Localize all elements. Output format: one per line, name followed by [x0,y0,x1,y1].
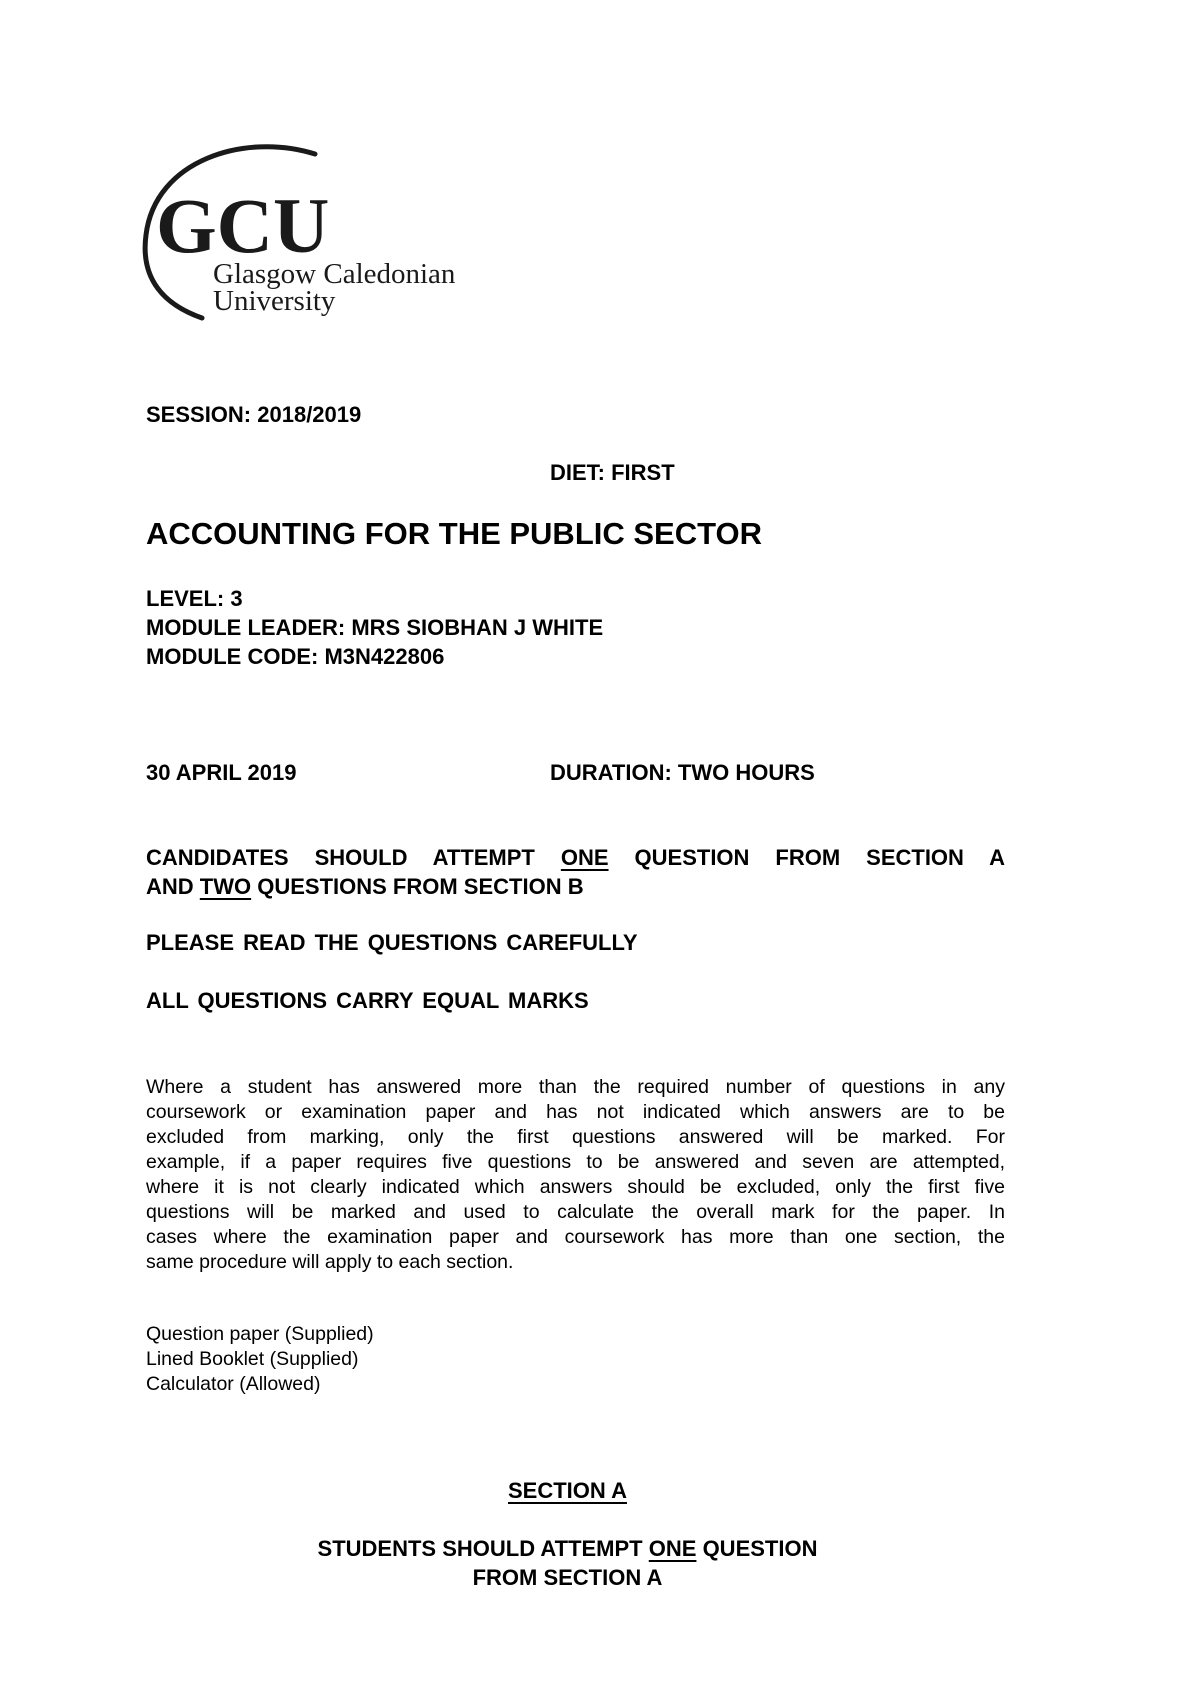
logo-name-line1: Glasgow Caledonian [213,258,456,290]
exam-title: ACCOUNTING FOR THE PUBLIC SECTOR [146,516,762,551]
attempt-l2-underlined: TWO [199,874,252,899]
section-l1-a: STUDENTS SHOULD ATTEMPT [317,1536,643,1561]
module-leader-line: MODULE LEADER: MRS SIOBHAN J WHITE [146,615,604,640]
read-carefully-instruction: PLEASE READ THE QUESTIONS CAREFULLY [146,930,638,955]
policy-line: coursework or examination paper and has not indicated which answers are to be [146,1101,1005,1123]
attempt-instruction-line2 [146,874,584,900]
attempt-l1-a: CANDIDATES SHOULD ATTEMPT [146,845,535,870]
policy-line: example, if a paper requires five questions to be answered and seven are attempted, [146,1151,1005,1173]
section-instruction-line1 [0,1536,1135,1562]
logo-mark: GCU [156,182,330,269]
attempt-instruction-line1 [146,845,1005,871]
attempt-l1-underlined: ONE [560,845,609,870]
policy-line: Where a student has answered more than the required number of questions in any [146,1076,1005,1098]
materials-list [146,1322,374,1397]
session-line: SESSION: 2018/2019 [146,402,362,427]
section-instruction-line2: FROM SECTION A [472,1565,663,1590]
policy-line: where it is not clearly indicated which answers should be excluded, only the first five [146,1176,1005,1198]
module-code-line: MODULE CODE: M3N422806 [146,644,445,669]
section-heading-text: SECTION A [508,1478,627,1503]
attempt-l2-b: QUESTIONS FROM SECTION B [257,874,584,899]
section-l1-underlined: ONE [648,1536,697,1561]
level-line: LEVEL: 3 [146,586,243,611]
exam-date: 30 APRIL 2019 [146,760,297,785]
diet-line: DIET: FIRST [550,460,675,485]
attempt-l1-b: QUESTION FROM SECTION A [634,845,1005,870]
materials-item: Lined Booklet (Supplied) [146,1348,359,1370]
exam-duration: DURATION: TWO HOURS [550,760,815,785]
policy-line: cases where the examination paper and coursework has more than one section, the [146,1226,1005,1248]
policy-line: excluded from marking, only the first questions answered will be marked. For [146,1126,1005,1148]
logo-name-line2: University [213,285,336,317]
policy-line: same procedure will apply to each section. [146,1251,514,1273]
attempt-l2-a: AND [146,874,194,899]
section-heading [0,1478,1135,1504]
gcu-logo [140,140,540,330]
policy-line: questions will be marked and used to calculate the overall mark for the paper. In [146,1201,1005,1223]
materials-item: Question paper (Supplied) [146,1323,374,1345]
equal-marks-instruction: ALL QUESTIONS CARRY EQUAL MARKS [146,988,589,1013]
section-l1-b: QUESTION [702,1536,818,1561]
materials-item: Calculator (Allowed) [146,1373,321,1395]
marking-policy-paragraph [146,1075,1005,1275]
